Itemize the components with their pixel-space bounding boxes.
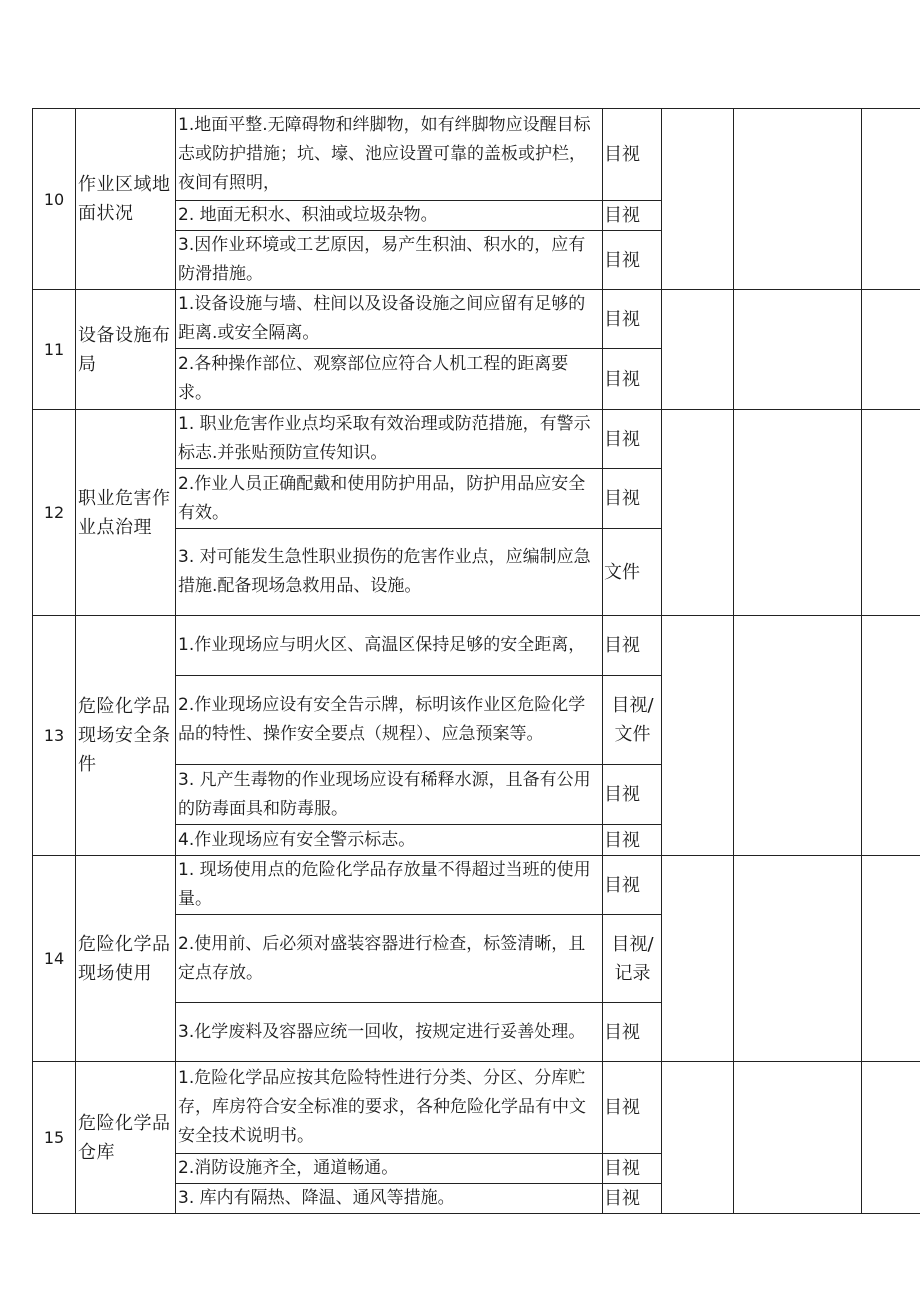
inspection-item: 危险化学品现场安全条件	[76, 616, 176, 856]
inspection-item: 危险化学品仓库	[76, 1062, 176, 1214]
empty-cell	[862, 410, 920, 616]
requirement-text: 2. 地面无积水、积油或垃圾杂物。	[176, 201, 603, 231]
check-method: 目视	[603, 1003, 662, 1062]
table-row	[33, 410, 920, 469]
requirement-text: 3. 凡产生毒物的作业现场应设有稀释水源，且备有公用的防毒面具和防毒服。	[176, 765, 603, 825]
check-method: 目视	[603, 1062, 662, 1154]
empty-cell	[734, 109, 862, 290]
check-method: 目视	[603, 1184, 662, 1214]
inspection-item: 作业区域地面状况	[76, 109, 176, 290]
requirement-text: 2.消防设施齐全，通道畅通。	[176, 1154, 603, 1184]
requirement-text: 3.化学废料及容器应统一回收，按规定进行妥善处理。	[176, 1003, 603, 1062]
requirement-text: 2.作业人员正确配戴和使用防护用品，防护用品应安全有效。	[176, 469, 603, 529]
table-row	[33, 1062, 920, 1154]
check-method: 目视	[603, 109, 662, 201]
safety-checklist-table	[32, 108, 920, 1214]
table-row	[33, 290, 920, 349]
empty-cell	[862, 1062, 920, 1214]
requirement-text: 1.作业现场应与明火区、高温区保持足够的安全距离，	[176, 616, 603, 676]
empty-cell	[662, 410, 734, 616]
empty-cell	[662, 856, 734, 1062]
check-method: 目视	[603, 765, 662, 825]
row-number: 10	[33, 109, 76, 290]
requirement-text: 3. 对可能发生急性职业损伤的危害作业点，应编制应急措施.配备现场急救用品、设施。	[176, 529, 603, 616]
requirement-text: 3.因作业环境或工艺原因，易产生积油、积水的，应有防滑措施。	[176, 231, 603, 290]
empty-cell	[662, 616, 734, 856]
requirement-text: 1. 职业危害作业点均采取有效治理或防范措施，有警示标志.并张贴预防宣传知识。	[176, 410, 603, 469]
check-method: 文件	[603, 529, 662, 616]
inspection-item: 设备设施布局	[76, 290, 176, 410]
requirement-text: 2.使用前、后必须对盛装容器进行检查，标签清晰，且定点存放。	[176, 915, 603, 1003]
check-method: 目视	[603, 349, 662, 410]
row-number: 13	[33, 616, 76, 856]
empty-cell	[862, 109, 920, 290]
check-method: 目视	[603, 616, 662, 676]
table-row	[33, 616, 920, 676]
check-method: 目视	[603, 201, 662, 231]
empty-cell	[862, 616, 920, 856]
check-method: 目视	[603, 290, 662, 349]
requirement-text: 1.设备设施与墙、柱间以及设备设施之间应留有足够的距离.或安全隔离。	[176, 290, 603, 349]
table-row	[33, 856, 920, 915]
check-method: 目视	[603, 469, 662, 529]
empty-cell	[734, 290, 862, 410]
requirement-text: 1.危险化学品应按其危险特性进行分类、分区、分库贮存，库房符合安全标准的要求，各种危险化学品有中文安全技术说明书。	[176, 1062, 603, 1154]
check-method: 目视/文件	[603, 676, 662, 765]
check-method: 目视/记录	[603, 915, 662, 1003]
empty-cell	[662, 1062, 734, 1214]
empty-cell	[734, 1062, 862, 1214]
empty-cell	[662, 109, 734, 290]
requirement-text: 2.各种操作部位、观察部位应符合人机工程的距离要求。	[176, 349, 603, 410]
check-method: 目视	[603, 1154, 662, 1184]
empty-cell	[862, 856, 920, 1062]
check-method: 目视	[603, 825, 662, 856]
inspection-item: 危险化学品现场使用	[76, 856, 176, 1062]
requirement-text: 4.作业现场应有安全警示标志。	[176, 825, 603, 856]
requirement-text: 1.地面平整.无障碍物和绊脚物，如有绊脚物应设醒目标志或防护措施；坑、壕、池应设置可靠的盖板或护栏，夜间有照明，	[176, 109, 603, 201]
inspection-item: 职业危害作业点治理	[76, 410, 176, 616]
row-number: 15	[33, 1062, 76, 1214]
requirement-text: 1. 现场使用点的危险化学品存放量不得超过当班的使用量。	[176, 856, 603, 915]
empty-cell	[662, 290, 734, 410]
row-number: 12	[33, 410, 76, 616]
check-method: 目视	[603, 231, 662, 290]
requirement-text: 2.作业现场应设有安全告示牌，标明该作业区危险化学品的特性、操作安全要点（规程）、应急预案等。	[176, 676, 603, 765]
empty-cell	[734, 616, 862, 856]
row-number: 11	[33, 290, 76, 410]
requirement-text: 3. 库内有隔热、降温、通风等措施。	[176, 1184, 603, 1214]
row-number: 14	[33, 856, 76, 1062]
table-row	[33, 109, 920, 201]
empty-cell	[862, 290, 920, 410]
check-method: 目视	[603, 856, 662, 915]
empty-cell	[734, 856, 862, 1062]
check-method: 目视	[603, 410, 662, 469]
empty-cell	[734, 410, 862, 616]
